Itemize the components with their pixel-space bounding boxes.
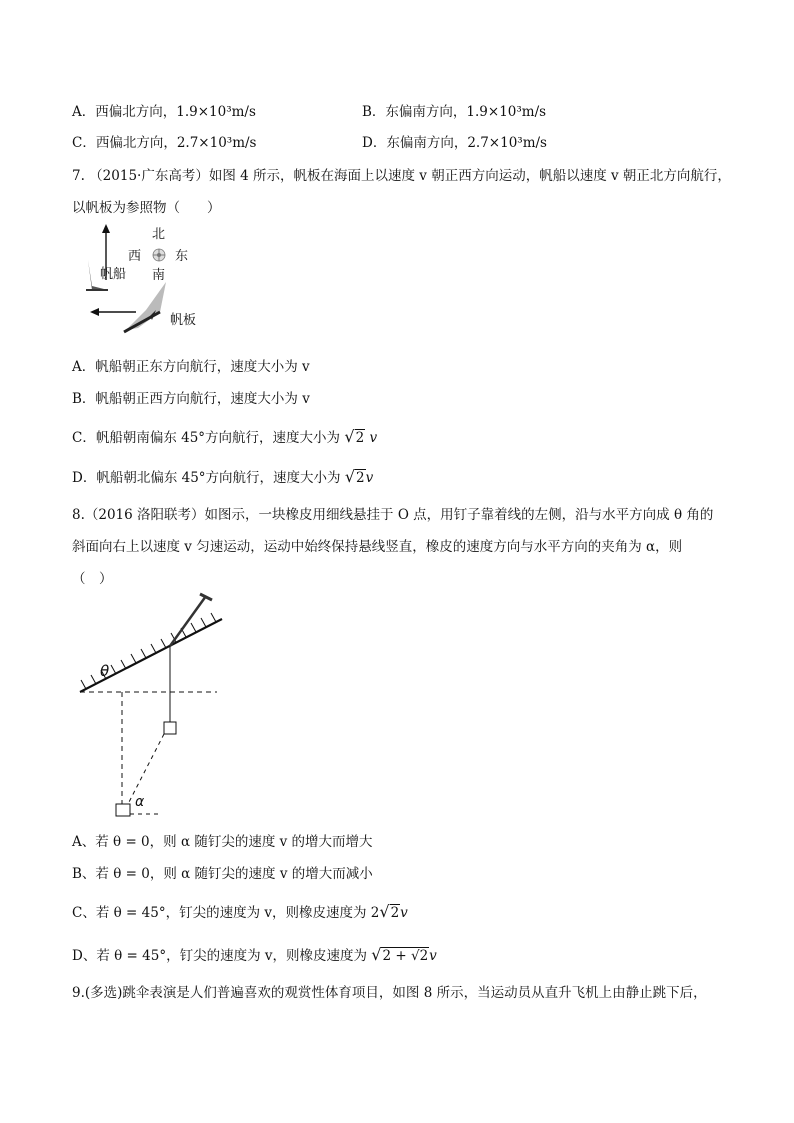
rubber-initial <box>164 722 176 734</box>
q7-option-d: D．帆船朝北偏东 45°方向航行，速度大小为 √2v <box>72 467 374 486</box>
q8-option-d: D、若 θ = 45°，钉尖的速度为 v，则橡皮速度为 √2 + √2v <box>72 945 437 964</box>
incline-line <box>80 619 222 692</box>
ship-label: 帆船 <box>100 267 127 282</box>
q6-option-d: D．东偏南方向，2.7×10³m/s <box>362 135 547 151</box>
ship-arrow-head <box>102 224 110 233</box>
compass-east: 东 <box>175 249 189 264</box>
alpha-label: α <box>135 794 145 810</box>
compass-rose-icon <box>153 249 165 261</box>
compass-south: 南 <box>152 268 166 283</box>
q7-option-c: C．帆船朝南偏东 45°方向航行，速度大小为 √2 v <box>72 427 378 446</box>
q6-option-b: B．东偏南方向，1.9×10³m/s <box>362 104 547 120</box>
compass-west: 西 <box>128 249 142 264</box>
q7-option-a: A．帆船朝正东方向航行，速度大小为 v <box>72 359 310 375</box>
nail-icon <box>170 596 206 646</box>
q8-option-c: C、若 θ = 45°，钉尖的速度为 v，则橡皮速度为 2√2v <box>72 902 408 921</box>
theta-label: θ <box>100 662 110 680</box>
q8-option-a: A、若 θ = 0，则 α 随钉尖的速度 v 的增大而增大 <box>72 834 373 850</box>
q7-stem-line1: 7. （2015·广东高考）如图 4 所示，帆板在海面上以速度 v 朝正西方向运动，帆船以速度 v 朝正北方向航行， <box>72 168 731 184</box>
board-arrow-head <box>90 308 99 316</box>
sailboard-icon <box>126 282 166 330</box>
q8-stem-line3: （ ） <box>72 571 113 587</box>
q8-figure <box>72 590 232 830</box>
q7-option-b: B．帆船朝正西方向航行，速度大小为 v <box>72 391 310 407</box>
q8-stem-line2: 斜面向右上以速度 v 匀速运动，运动中始终保持悬线竖直，橡皮的速度方向与水平方向的夹角为 α，则 <box>72 539 683 555</box>
q7-stem-line2: 以帆板为参照物（ ） <box>72 200 221 216</box>
board-label: 帆板 <box>170 313 197 328</box>
q6-option-c: C．西偏北方向，2.7×10³m/s <box>72 135 257 151</box>
rubber-final <box>116 804 130 816</box>
q9-stem-line1: 9.(多选)跳伞表演是人们普遍喜欢的观赏性体育项目，如图 8 所示，当运动员从直升飞机上由静止跳下后， <box>72 985 707 1001</box>
q6-option-a: A．西偏北方向，1.9×10³m/s <box>72 104 256 120</box>
q8-stem-line1: 8.（2016 洛阳联考）如图示，一块橡皮用细线悬挂于 O 点，用钉子靠着线的左侧，沿与水平方向成 θ 角的 <box>72 507 714 523</box>
compass-north: 北 <box>152 227 166 242</box>
q8-option-b: B、若 θ = 0，则 α 随钉尖的速度 v 的增大而减小 <box>72 866 373 882</box>
q7-figure <box>78 220 203 345</box>
rubber-path-line <box>128 734 164 804</box>
